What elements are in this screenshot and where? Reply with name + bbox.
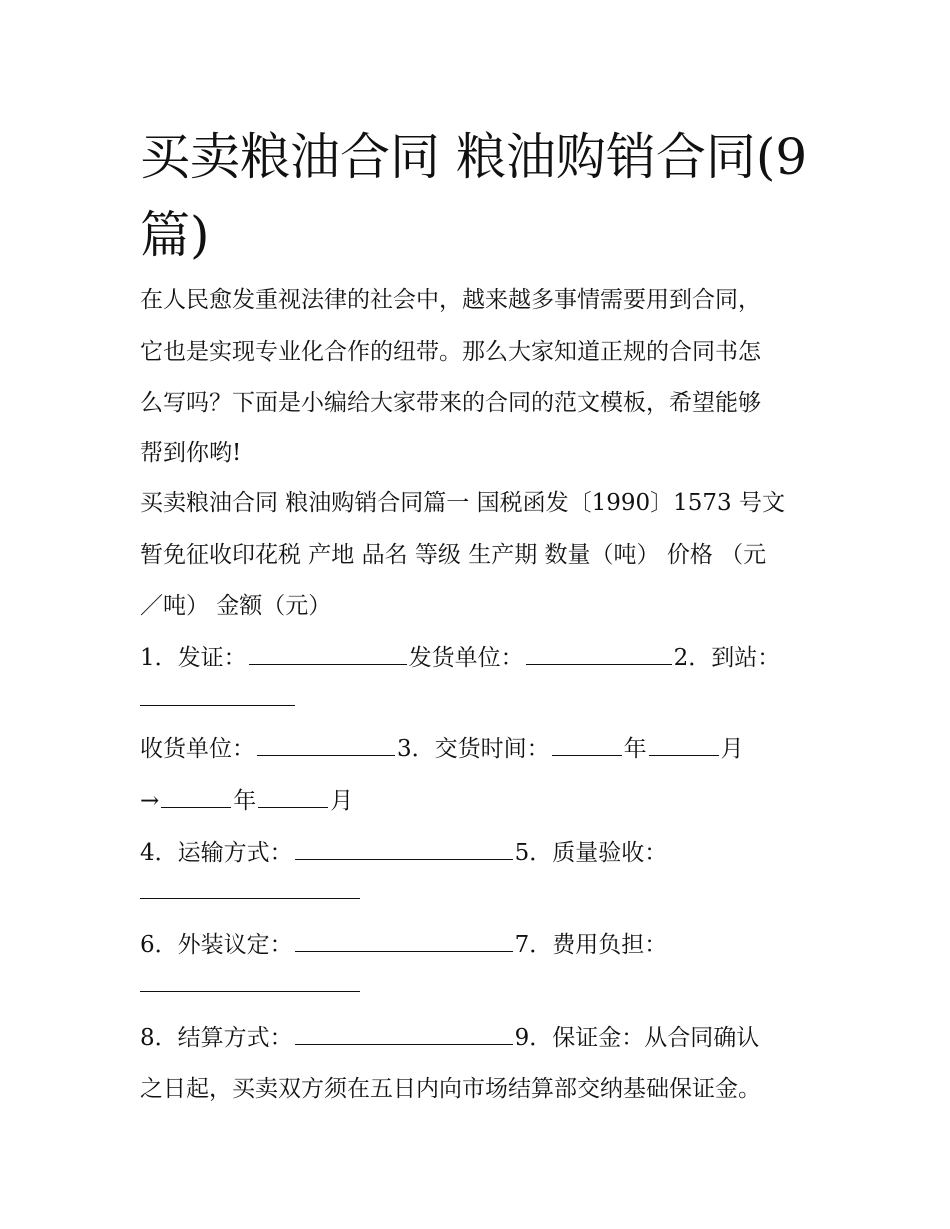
blank-packaging	[295, 950, 513, 952]
field-row-5	[140, 1023, 759, 1053]
field-label-packaging: 6．外装议定：	[140, 932, 293, 958]
blank-issue	[249, 663, 407, 665]
blank-costs	[140, 990, 360, 992]
last-paragraph-line: 之日起，买卖双方须在五日内向市场结算部交纳基础保证金。	[140, 1076, 761, 1102]
blank-month-to	[258, 806, 328, 808]
section-line-2: 暂免征收印花税 产地 品名 等级 生产期 数量（吨） 价格 （元	[140, 542, 767, 568]
field-label-delivery-time: 3．交货时间：	[397, 736, 550, 762]
arrow-icon: →	[140, 788, 160, 814]
field-label-receiver: 收货单位：	[140, 736, 255, 762]
field-row-3	[140, 838, 667, 868]
field-row-4	[140, 930, 667, 960]
field-label-shipper: 发货单位：	[408, 645, 524, 671]
field-label-costs: 7．费用负担：	[514, 932, 668, 958]
field-label-settlement: 8．结算方式：	[140, 1025, 293, 1051]
year-label-from: 年	[623, 736, 647, 762]
field-row-2	[140, 734, 744, 764]
field-row-4b	[140, 970, 362, 1000]
section-line-3: ／吨） 金额（元）	[140, 593, 332, 619]
blank-settlement	[295, 1043, 513, 1045]
field-label-issue: 1．发证：	[140, 645, 247, 671]
field-label-transport: 4．运输方式：	[140, 840, 293, 866]
field-row-1	[140, 643, 780, 673]
field-row-2b	[140, 786, 353, 816]
intro-line-2: 它也是实现专业化合作的纽带。那么大家知道正规的合同书怎	[140, 339, 761, 365]
field-label-station: 2．到站：	[673, 645, 781, 671]
field-label-deposit: 9．保证金：从合同确认	[514, 1025, 760, 1051]
blank-month-from	[649, 754, 719, 756]
intro-line-4: 帮到你哟!	[140, 440, 242, 466]
intro-line-3: 么写吗？下面是小编给大家带来的合同的范文模板，希望能够	[140, 390, 761, 416]
blank-transport	[295, 858, 513, 860]
month-label-to: 月	[330, 788, 354, 814]
section-line-1: 买卖粮油合同 粮油购销合同篇一 国税函发〔1990〕1573 号文	[140, 490, 785, 516]
month-label-from: 月	[720, 736, 744, 762]
blank-receiver	[257, 754, 395, 756]
blank-year-to	[161, 806, 231, 808]
intro-line-1: 在人民愈发重视法律的社会中，越来越多事情需要用到合同，	[140, 287, 761, 313]
year-label-to: 年	[233, 788, 257, 814]
blank-year-from	[552, 754, 622, 756]
blank-shipper	[526, 663, 672, 665]
field-label-quality: 5．质量验收：	[514, 840, 668, 866]
document-title: 买卖粮油合同 粮油购销合同(9篇)	[140, 128, 808, 264]
blank-station	[140, 704, 295, 706]
field-row-1b	[140, 684, 297, 714]
blank-quality	[140, 897, 360, 899]
field-row-3b	[140, 877, 362, 907]
